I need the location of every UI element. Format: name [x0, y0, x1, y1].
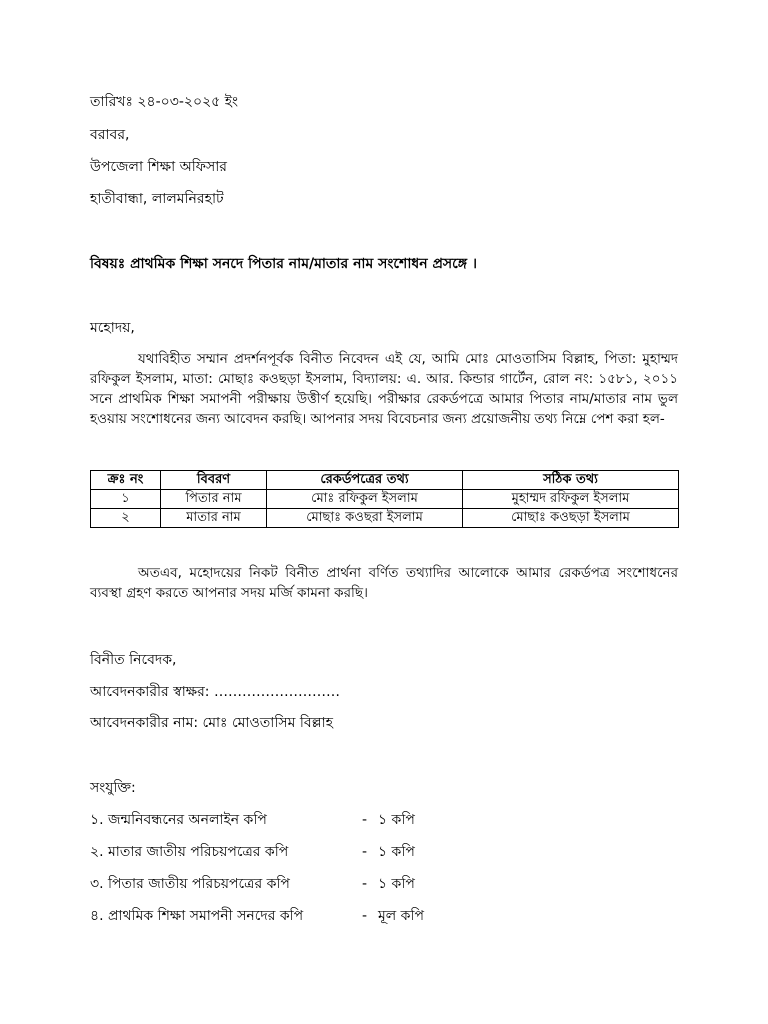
signature-line: আবেদনকারীর স্বাক্ষর: ……………………… — [90, 684, 340, 700]
sign-off: বিনীত নিবেদক, — [90, 652, 177, 668]
table-cell: মুহাম্মদ রফিকুল ইসলাম — [463, 490, 679, 509]
attachment-quantity: ১ কপি — [378, 876, 415, 892]
attachment-label: ৪. প্রাথমিক শিক্ষা সমাপনী সনদের কপি — [90, 908, 304, 924]
closing-paragraph — [90, 563, 678, 603]
table-cell: ১ — [91, 490, 161, 509]
table-cell: মোছাঃ কওছড়া ইসলাম — [463, 509, 679, 528]
attachment-quantity: ১ কপি — [378, 844, 415, 860]
closing-paragraph-text: অতএব, মহোদয়ের নিকট বিনীত প্রার্থনা বর্ণিত তথ্যাদির আলোকে আমার রেকর্ডপত্র সংশোধনের ব্যবস্থা গ্রহণ করতে আপনার সদয় মর্জি কামনা করছি। — [90, 565, 678, 601]
attachment-label: ৩. পিতার জাতীয় পরিচয়পত্রের কপি — [90, 876, 290, 892]
table-cell: মোছাঃ কওছরা ইসলাম — [267, 509, 463, 528]
letter-date: তারিখঃ ২৪-০৩-২০২৫ ইং — [90, 94, 239, 110]
salutation: মহোদয়, — [90, 320, 135, 336]
attachment-dash: - — [362, 812, 368, 828]
letter-to: বরাবর, — [90, 127, 130, 143]
recipient-address: হাতীবান্ধা, লালমনিরহাট — [90, 191, 224, 207]
attachment-label: ১. জন্মনিবন্ধনের অনলাইন কপি — [90, 812, 267, 828]
table-header: বিবরণ — [161, 471, 267, 490]
body-paragraph-text: যথাবিহীত সম্মান প্রদর্শনপূর্বক বিনীত নিবেদন এই যে, আমি মোঃ মোওতাসিম বিল্লাহ, পিতা: মুহাম্মদ রফিকুল ইসলাম, মাতা: মোছাঃ কওছড়া ইসলাম, বিদ্যালয়: এ. আর. কিন্ডার গার্টেন, রোল নং: ১৫৮১, ২০১১ সনে প্রাথমিক শিক্ষা সমাপনী পরীক্ষায় উত্তীর্ণ হয়েছি। পরীক্ষার রেকর্ডপত্রে আমার পিতার নাম/মাতার নাম ভুল হওয়ায় সংশোধনের জন্য আবেদন করছি। আপনার সদয় বিবেচনার জন্য প্রয়োজনীয় তথ্য নিম্নে পেশ করা হল- — [90, 351, 678, 427]
attachments-heading: সংযুক্তি: — [90, 780, 136, 796]
attachment-dash: - — [362, 876, 368, 892]
letter-subject: বিষয়ঃ প্রাথমিক শিক্ষা সনদে পিতার নাম/মাতার নাম সংশোধন প্রসঙ্গে । — [90, 256, 477, 272]
table-cell: পিতার নাম — [161, 490, 267, 509]
table-cell: মাতার নাম — [161, 509, 267, 528]
applicant-name: আবেদনকারীর নাম: মোঃ মোওতাসিম বিল্লাহ — [90, 715, 333, 731]
attachment-dash: - — [362, 844, 368, 860]
table-row — [91, 490, 679, 509]
attachment-dash: - — [362, 908, 368, 924]
attachment-quantity: মূল কপি — [378, 908, 424, 924]
table-cell: ২ — [91, 509, 161, 528]
table-header: ক্রঃ নং — [91, 471, 161, 490]
table-header-row — [91, 471, 679, 490]
correction-table — [90, 470, 679, 528]
recipient-title: উপজেলা শিক্ষা অফিসার — [90, 159, 228, 175]
table-row — [91, 509, 679, 528]
table-header: রেকর্ডপত্রের তথ্য — [267, 471, 463, 490]
attachment-quantity: ১ কপি — [378, 812, 415, 828]
attachment-label: ২. মাতার জাতীয় পরিচয়পত্রের কপি — [90, 844, 289, 860]
table-cell: মোঃ রফিকুল ইসলাম — [267, 490, 463, 509]
body-paragraph — [90, 349, 678, 429]
table-header: সঠিক তথ্য — [463, 471, 679, 490]
